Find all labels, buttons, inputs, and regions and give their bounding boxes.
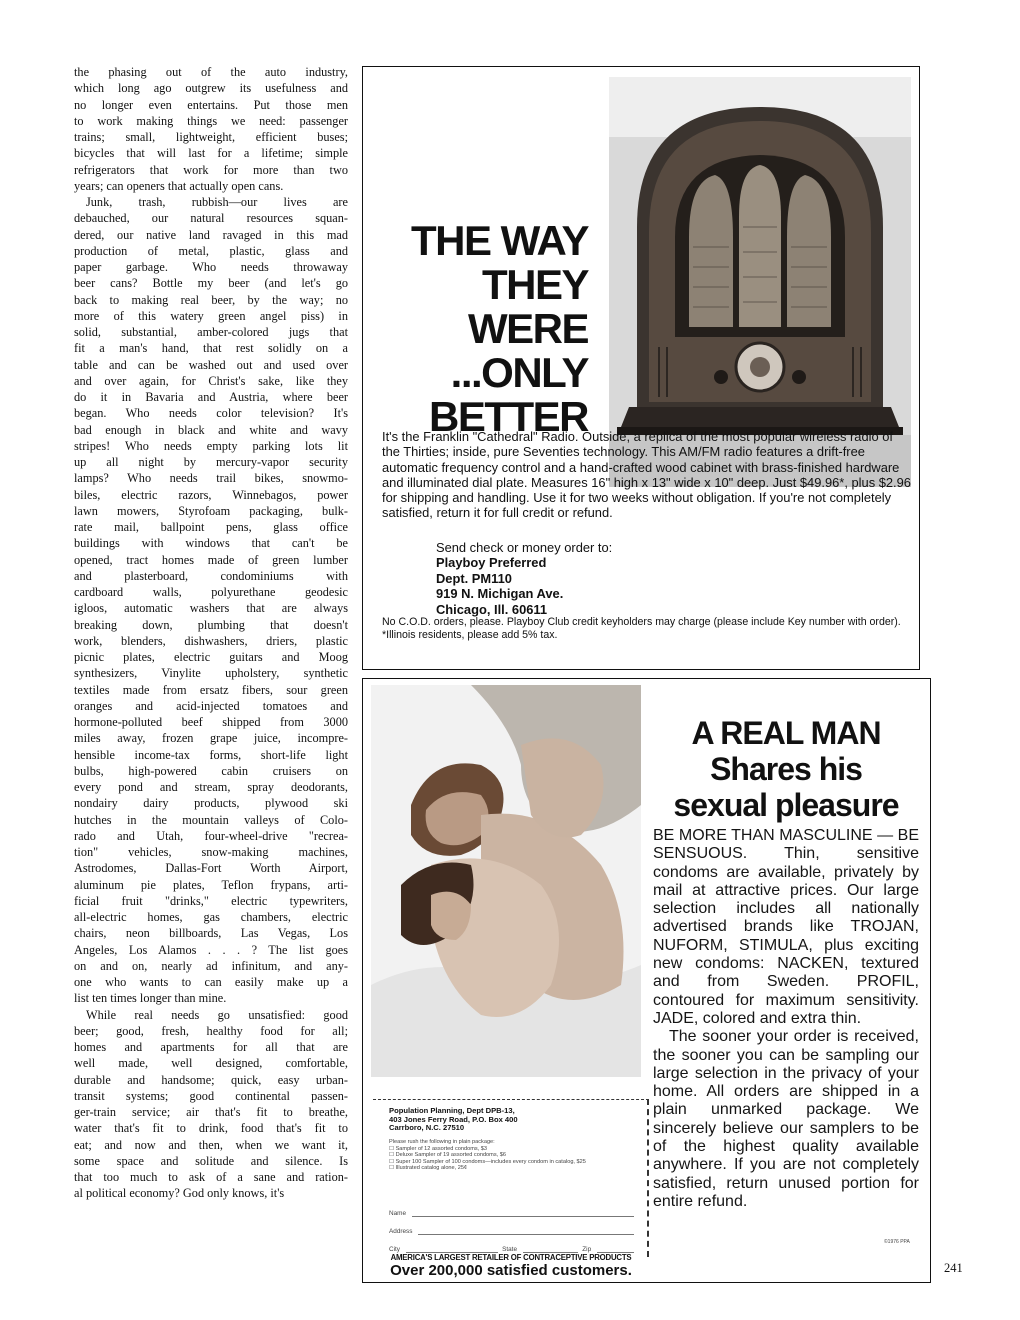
city-state-zip-field[interactable] [389, 1235, 634, 1253]
article-line: aluminum pie plates, Teflon frypans, arti- [74, 877, 348, 892]
article-line: trains; small, lightweight, efficient buses; [74, 130, 348, 144]
order-instructions [436, 540, 856, 617]
article-line: which long ago outgrew its usefulness and [74, 81, 348, 96]
headline-line: WERE [468, 305, 588, 352]
address-line: Population Planning, Dept DPB-13, [389, 1106, 515, 1115]
tax-note: *Illinois residents, please add 5% tax. [382, 628, 558, 641]
radio-description: It's the Franklin "Cathedral" Radio. Outside, a replica of the most popular wireless radio of the Thirties; inside, pure Seventies technology. This AM/FM radio features a drift-free automatic frequency control and a hand-crafted wood cabinet with brass-finished hardware and illuminated dial plate. Measures 16" high x 13" wide x 10" deep. Just $49.96*, plus $2.96 for shipping and handling. Use it for two weeks without obligation. If you're not completely satisfied, return it for full credit or refund. [382, 429, 911, 521]
article-line: picnic plates, electric guitars and Moog [74, 650, 348, 664]
article-line: buildings with windows that can't be [74, 536, 348, 551]
article-line: all-electric homes, gas chambers, electric [74, 910, 348, 924]
article-line: dered, our native land ravaged in this mad [74, 227, 348, 242]
article-line: hormone-polluted beef shipped from 3000 [74, 715, 348, 729]
coupon-option[interactable]: ☐ Sampler of 12 assorted condoms, $3 [389, 1145, 487, 1152]
article-line: biles, electric razors, Winnebagos, power [74, 487, 348, 502]
coupon-options [389, 1139, 604, 1172]
article-line: to work making things we need: passenger [74, 113, 348, 128]
address-line: 919 N. Michigan Ave. [436, 586, 564, 602]
article-line: Angeles, Los Alamos . . . ? The list goes [74, 942, 348, 957]
radio-fine-print [382, 616, 912, 641]
article-line: durable and handsome; quick, easy urban- [74, 1072, 348, 1087]
article-line: homes and apartments for all that are [74, 1040, 348, 1054]
article-line: refrigerators that work for more than two [74, 162, 348, 177]
customers-tagline: Over 200,000 satisfied customers. [390, 1262, 632, 1279]
address-line: Chicago, Ill. 60611 [436, 601, 548, 617]
headline-line: THE WAY [411, 217, 588, 264]
headline-line: ...ONLY [450, 349, 588, 396]
article-line: fit a man's hand, that rest solidly on a [74, 341, 348, 356]
article-line: solid, substantial, amber-colored jugs that [74, 325, 348, 339]
article-line: well made, well designed, comfortable, [74, 1056, 348, 1071]
article-line: and over again, for Christ's sake, like they [74, 373, 348, 388]
article-line: miles away, frozen grape juice, incompre- [74, 731, 348, 746]
article-line: nondairy dairy products, plywood ski [74, 796, 348, 811]
cathedral-radio-photo [609, 77, 911, 487]
article-line: ficial fruit "drinks," electric typewriters, [74, 893, 348, 908]
article-line: do it in Bavaria and Austria, where beer [74, 390, 348, 404]
field-label: Address [389, 1228, 413, 1235]
retailer-tagline: AMERICA'S LARGEST RETAILER OF CONTRACEPTIVE PRODUCTS [390, 1253, 632, 1262]
article-line: lamps? Who needs trail bikes, snowmo- [74, 471, 348, 486]
field-label: Zip [582, 1246, 592, 1253]
article-line: cardboard walls, polyurethane geodesic [74, 585, 348, 599]
article-line: and plasterboard, condominiums with [74, 568, 348, 583]
article-line: synthesizers, Vinylite upholstery, synthetic [74, 666, 348, 681]
article-line: hutches in the mountain valleys of Colo- [74, 812, 348, 827]
article-line: igloos, automatic washers that are always [74, 601, 348, 616]
address-field[interactable] [389, 1217, 634, 1235]
article-line: paper garbage. Who needs throwaway [74, 260, 348, 274]
article-line: bad enough in black and white and wavy [74, 422, 348, 437]
address-line: Dept. PM110 [436, 570, 512, 586]
coupon-fields [389, 1199, 634, 1253]
article-line: up all night by mercury-vapor security [74, 455, 348, 469]
description-paragraph: The sooner your order is received, the sooner you can be sampling our large selection in the privacy of your home. All orders are shipped in a plain unmarked package. We sincerely believe our samplers to be of the highest quality available anywhere. If you are not completely satisfied, return unused portion for entire refund. [653, 1028, 919, 1210]
article-line: on and on, nearly ad infinitum, and any- [74, 958, 348, 973]
headline-line: Shares his [710, 751, 862, 787]
description-paragraph: BE MORE THAN MASCULINE — BE SENSUOUS. Thin, sensitive condoms are available, privately by mail at attractive prices. Our large selection includes all nationally advertised brands like TROJAN, NUFORM, STIMULA, plus exciting new condoms: NACKEN, textured and from Sweden. PROFIL, contoured for maximum sensitivity. JADE, colored and extra thin. [653, 827, 919, 1027]
headline-line: A REAL MAN [691, 715, 881, 751]
coupon-option[interactable]: ☐ Deluxe Sampler of 19 assorted condoms, $6 [389, 1152, 506, 1158]
article-line: every pond and stream, spray deodorants, [74, 780, 348, 794]
headline-line: BETTER [429, 393, 588, 440]
article-line: rate mail, ballpoint pens, glass office [74, 520, 348, 534]
condom-description [653, 827, 919, 1211]
condom-headline [647, 715, 925, 823]
article-line: stripes! Who needs empty parking lots lit [74, 438, 348, 453]
article-line: al political economy? God only knows, it's [74, 1186, 285, 1201]
copyright-note: ©1976 PPA [884, 1239, 910, 1245]
address-line: 403 Jones Ferry Road, P.O. Box 400 [389, 1114, 518, 1124]
condom-advertisement [362, 678, 931, 1283]
article-line: bulbs, high-powered cabin cruisers on [74, 763, 348, 778]
article-column [74, 64, 348, 1202]
coupon-intro: Please rush the following in plain package: [389, 1139, 495, 1145]
article-line: years; can openers that actually open cans. [74, 178, 284, 193]
send-line: Send check or money order to: [436, 540, 613, 555]
radio-advertisement [362, 66, 920, 670]
headline-line: sexual pleasure [673, 787, 899, 823]
article-line: transit systems; good continental passen- [74, 1088, 348, 1103]
address-line: Carrboro, N.C. 27510 [389, 1123, 465, 1133]
article-line: oranges and acid-injected tomatoes and [74, 698, 348, 713]
field-label: Name [389, 1210, 407, 1217]
page-number: 241 [944, 1261, 963, 1275]
article-line: more of this watery green angel piss) in [74, 308, 348, 323]
field-label: State [502, 1246, 518, 1253]
article-line: beer; good, fresh, healthy food for all; [74, 1023, 348, 1038]
article-line: beer cans? Bottle my beer (and let's go [74, 276, 348, 291]
article-line: While real needs go unsatisfied: good [86, 1007, 348, 1022]
article-line: water that's fit to drink, food that's fit to [74, 1121, 348, 1136]
headline-line: THEY [481, 261, 588, 308]
article-line: opened, tract homes made of green lumber [74, 552, 348, 567]
article-line: no longer even entertains. Put those men [74, 97, 348, 112]
article-line: the phasing out of the auto industry, [74, 65, 348, 79]
coupon-address [389, 1107, 609, 1133]
field-label: City [389, 1246, 401, 1253]
article-line: debauched, our natural resources squan- [74, 211, 348, 226]
article-line: one who wants to can easily make up a [74, 975, 348, 989]
cod-note: No C.O.D. orders, please. Playboy Club credit keyholders may charge (please include Key number with order). [382, 616, 901, 628]
article-line: some space and solitude and silence. Is [74, 1153, 348, 1168]
radio-headline [383, 219, 588, 439]
article-line: ger-train service; air that's fit to breathe, [74, 1105, 348, 1119]
order-coupon [371, 1099, 649, 1277]
coupon-option[interactable]: ☐ Illustrated catalog alone, 25¢ [389, 1165, 468, 1171]
article-line: chairs, neon billboards, Las Vegas, Los [74, 926, 348, 941]
article-line: breaking down, plumbing that doesn't [74, 617, 348, 632]
article-line: table and can be washed out and used over [74, 357, 348, 372]
article-line: list ten times longer than mine. [74, 991, 227, 1006]
article-line: rado and Utah, four-wheel-drive "recrea- [74, 828, 348, 843]
article-paragraph [74, 1007, 348, 1202]
article-line: Astrodomes, Dallas-Fort Worth Airport, [74, 861, 348, 876]
article-line: production of metal, plastic, glass and [74, 243, 348, 258]
article-paragraph [74, 64, 348, 194]
article-paragraph [74, 194, 348, 1007]
article-line: hensible income-tax forms, short-life light [74, 747, 348, 762]
article-line: that too much to ask of a sane and ration- [74, 1170, 348, 1184]
article-line: eat; and now and then, when we want it, [74, 1137, 348, 1152]
article-line: textiles made from ersatz fibers, sour green [74, 682, 348, 697]
article-line: began. Who needs color television? It's [74, 406, 348, 421]
couple-photo [371, 685, 641, 1077]
article-line: lawn mowers, Styrofoam packaging, bulk- [74, 503, 348, 518]
article-line: tion" vehicles, snow-making machines, [74, 845, 348, 859]
article-line: bicycles that will last for a lifetime; simple [74, 146, 348, 161]
article-line: Junk, trash, rubbish—our lives are [86, 195, 348, 209]
coupon-option[interactable]: ☐ Super 100 Sampler of 100 condoms—includes every condom in catalog, $25 [389, 1158, 586, 1165]
article-line: work, blenders, dishwashers, driers, plastic [74, 633, 348, 648]
article-line: back to making real beer, by the way; no [74, 292, 348, 307]
name-field[interactable] [389, 1199, 634, 1217]
address-line: Playboy Preferred [436, 555, 547, 571]
